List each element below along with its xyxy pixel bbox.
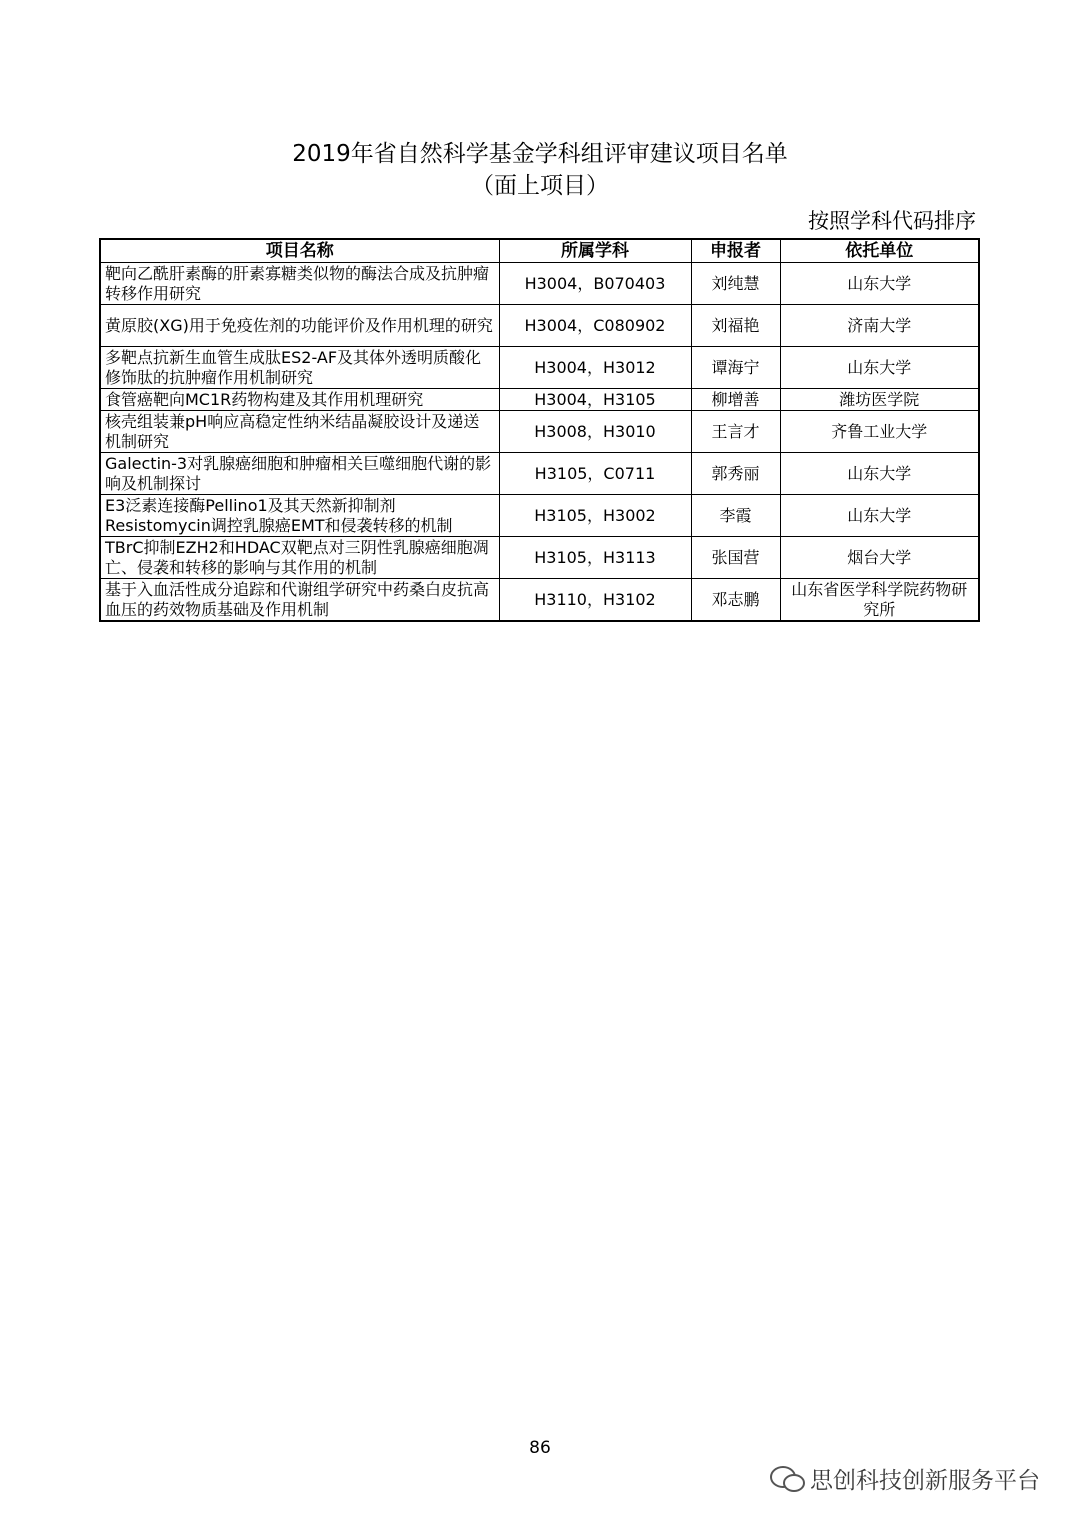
table-row — [100, 537, 979, 579]
cell-applicant: 刘纯慧 — [691, 263, 780, 305]
cell-subject: H3105，H3113 — [499, 537, 691, 579]
cell-unit: 潍坊医学院 — [780, 389, 979, 411]
cell-subject: H3105，C0711 — [499, 453, 691, 495]
header-project-name: 项目名称 — [100, 239, 499, 263]
table-row — [100, 579, 979, 622]
cell-applicant: 刘福艳 — [691, 305, 780, 347]
cell-project-name: 食管癌靶向MC1R药物构建及其作用机理研究 — [100, 389, 499, 411]
cell-project-name: 靶向乙酰肝素酶的肝素寡糖类似物的酶法合成及抗肿瘤转移作用研究 — [100, 263, 499, 305]
table-row — [100, 305, 979, 347]
cell-project-name: 黄原胶(XG)用于免疫佐剂的功能评价及作用机理的研究 — [100, 305, 499, 347]
cell-unit: 济南大学 — [780, 305, 979, 347]
table-header-row — [100, 239, 979, 263]
cell-unit: 山东大学 — [780, 263, 979, 305]
cell-unit: 山东大学 — [780, 453, 979, 495]
cell-unit: 烟台大学 — [780, 537, 979, 579]
sort-note: 按照学科代码排序 — [808, 209, 976, 233]
cell-project-name: 核壳组装兼pH响应高稳定性纳米结晶凝胶设计及递送机制研究 — [100, 411, 499, 453]
cell-unit: 山东大学 — [780, 495, 979, 537]
cell-applicant: 谭海宁 — [691, 347, 780, 389]
document-title: 2019年省自然科学基金学科组评审建议项目名单 — [292, 141, 788, 167]
cell-applicant: 李霞 — [691, 495, 780, 537]
cell-unit: 齐鲁工业大学 — [780, 411, 979, 453]
cell-applicant: 郭秀丽 — [691, 453, 780, 495]
cell-subject: H3105，H3002 — [499, 495, 691, 537]
header-subject: 所属学科 — [499, 239, 691, 263]
cell-project-name: E3泛素连接酶Pellino1及其天然新抑制剂Resistomycin调控乳腺癌EMT和侵袭转移的机制 — [100, 495, 499, 537]
cell-project-name: 基于入血活性成分追踪和代谢组学研究中药桑白皮抗高血压的药效物质基础及作用机制 — [100, 579, 499, 622]
cell-project-name: 多靶点抗新生血管生成肽ES2-AF及其体外透明质酸化修饰肽的抗肿瘤作用机制研究 — [100, 347, 499, 389]
cell-subject: H3004，H3012 — [499, 347, 691, 389]
header-applicant: 申报者 — [691, 239, 780, 263]
cell-unit: 山东大学 — [780, 347, 979, 389]
cell-subject: H3004，C080902 — [499, 305, 691, 347]
document-subtitle: （面上项目） — [471, 173, 609, 199]
watermark — [770, 1462, 1040, 1495]
cell-applicant: 张国营 — [691, 537, 780, 579]
cell-applicant: 邓志鹏 — [691, 579, 780, 622]
table-row — [100, 263, 979, 305]
table-row — [100, 495, 979, 537]
cell-subject: H3004，B070403 — [499, 263, 691, 305]
cell-project-name: Galectin-3对乳腺癌细胞和肿瘤相关巨噬细胞代谢的影响及机制探讨 — [100, 453, 499, 495]
projects-table — [99, 238, 980, 622]
cell-applicant: 柳增善 — [691, 389, 780, 411]
cell-subject: H3110，H3102 — [499, 579, 691, 622]
wechat-icon — [770, 1466, 804, 1492]
cell-applicant: 王言才 — [691, 411, 780, 453]
table-row — [100, 389, 979, 411]
table-row — [100, 453, 979, 495]
table-row — [100, 347, 979, 389]
header-unit: 依托单位 — [780, 239, 979, 263]
cell-subject: H3008，H3010 — [499, 411, 691, 453]
cell-subject: H3004，H3105 — [499, 389, 691, 411]
watermark-text: 思创科技创新服务平台 — [810, 1468, 1040, 1494]
cell-project-name: TBrC抑制EZH2和HDAC双靶点对三阴性乳腺癌细胞凋亡、侵袭和转移的影响与其作用的机制 — [100, 537, 499, 579]
table-row — [100, 411, 979, 453]
cell-unit: 山东省医学科学院药物研究所 — [780, 579, 979, 622]
page-number: 86 — [529, 1438, 551, 1458]
